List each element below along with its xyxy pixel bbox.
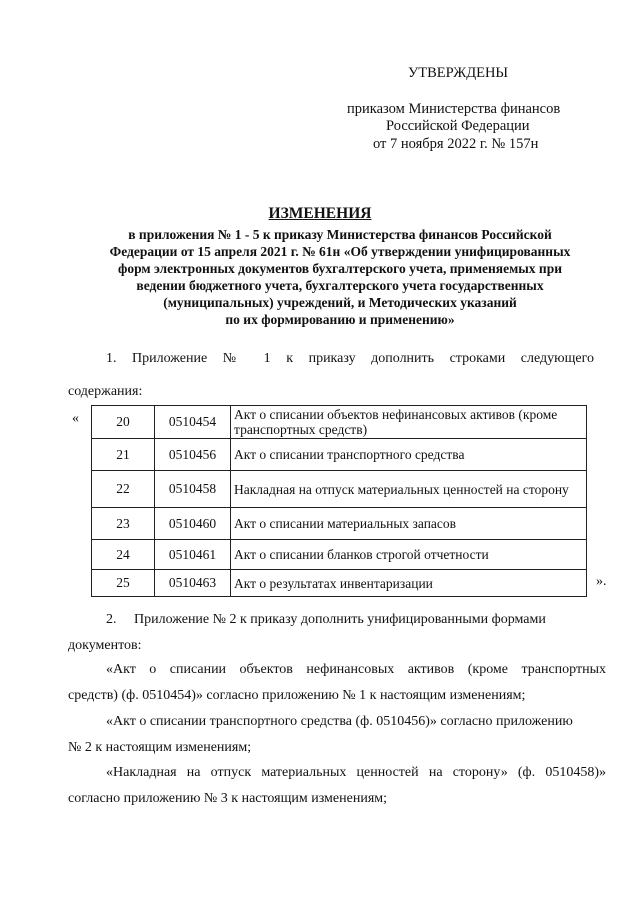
item2-text-line-2: документов: [68,638,142,653]
item2-paragraph-3-line-2: согласно приложению № 3 к настоящим изменениям; [68,791,388,806]
row-number: 22 [92,471,155,508]
item2-paragraph-1-line-1: «Акт о списании объектов нефинансовых активов (кроме транспортных [106,662,606,677]
table-row [92,508,587,540]
item1-text-line-1: 1. Приложение № 1 к приказу дополнить строками следующего [106,351,594,366]
form-code: 0510456 [155,439,231,471]
form-name: Накладная на отпуск материальных ценностей на сторону [231,471,587,508]
table-row [92,439,587,471]
document-title: ИЗМЕНЕНИЯ [268,205,372,222]
form-code: 0510458 [155,471,231,508]
form-name: Акт о списании материальных запасов [231,508,587,540]
row-number: 21 [92,439,155,471]
form-code: 0510460 [155,508,231,540]
close-quote: ». [596,574,607,589]
form-code: 0510461 [155,540,231,570]
table-row [92,540,587,570]
item2-paragraph-2-line-2: № 2 к настоящим изменениям; [68,740,252,755]
table-row [92,570,587,597]
approval-line-2: Российской Федерации [386,118,530,134]
item1-text-line-2: содержания: [68,384,143,399]
approval-line-1: приказом Министерства финансов [347,101,561,117]
form-name: Акт о результатах инвентаризации [231,570,587,597]
item2-text-line-1: 2. Приложение № 2 к приказу дополнить унифицированными формами [106,612,546,627]
approved-label: УТВЕРЖДЕНЫ [408,65,509,81]
subtitle-line: по их формированию и применению» [225,312,455,327]
table-row [92,406,587,439]
open-quote: « [72,411,79,426]
item2-paragraph-3-line-1: «Накладная на отпуск материальных ценностей на сторону» (ф. 0510458)» [106,765,606,780]
subtitle-line: ведении бюджетного учета, бухгалтерского учета государственных [136,278,544,293]
row-number: 23 [92,508,155,540]
subtitle-line: (муниципальных) учреждений, и Методических указаний [163,295,517,310]
item2-paragraph-2-line-1: «Акт о списании транспортного средства (ф. 0510456)» согласно приложению [106,714,573,729]
approval-line-3: от 7 ноября 2022 г. № 157н [373,136,539,152]
subtitle-line: в приложения № 1 - 5 к приказу Министерства финансов Российской [128,227,552,242]
document-subtitle [80,226,600,328]
form-name: Акт о списании транспортного средства [231,439,587,471]
row-number: 25 [92,570,155,597]
table-row [92,471,587,508]
form-code: 0510463 [155,570,231,597]
subtitle-line: Федерации от 15 апреля 2021 г. № 61н «Об утверждении унифицированных [109,244,571,259]
subtitle-line: форм электронных документов бухгалтерского учета, применяемых при [117,261,563,276]
form-name: Акт о списании бланков строгой отчетности [231,540,587,570]
row-number: 24 [92,540,155,570]
form-code: 0510454 [155,406,231,439]
additions-table [91,405,587,597]
item2-paragraph-1-line-2: средств) (ф. 0510454)» согласно приложению № 1 к настоящим изменениям; [68,688,526,703]
row-number: 20 [92,406,155,439]
form-name: Акт о списании объектов нефинансовых активов (кроме транспортных средств) [231,406,587,439]
